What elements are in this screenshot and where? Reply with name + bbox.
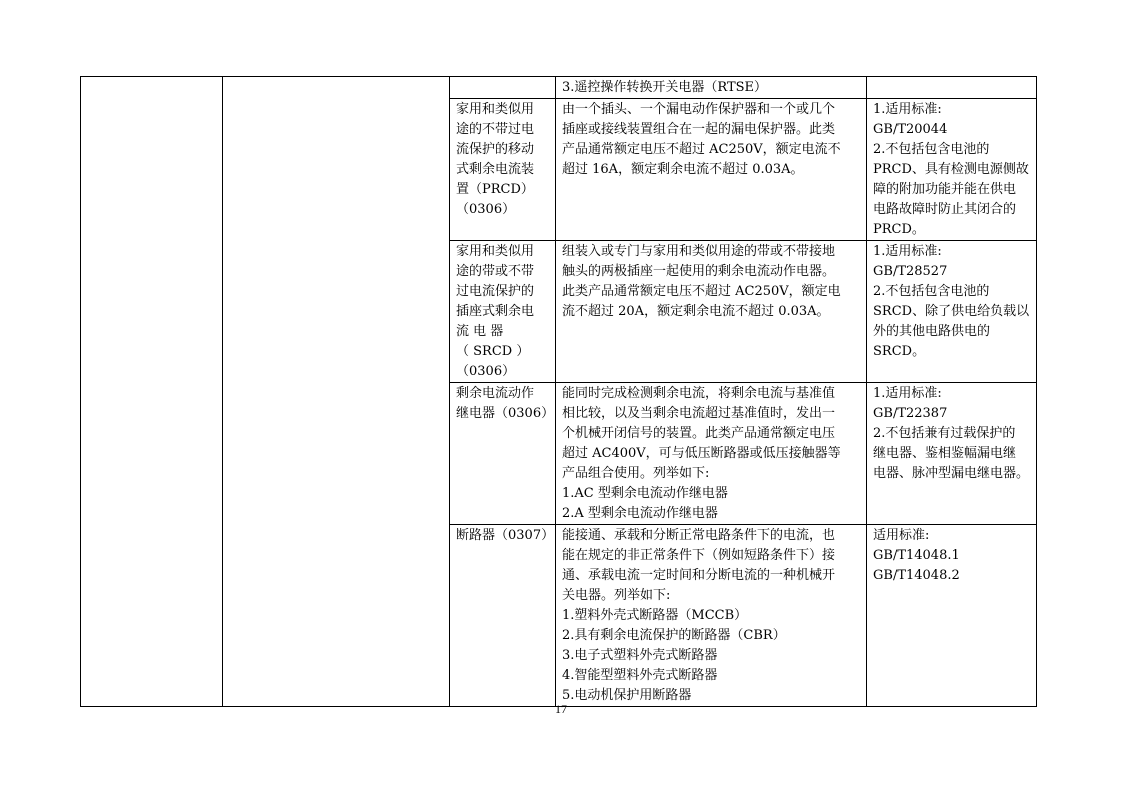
description-line: 能接通、承载和分断正常电路条件下的电流，也: [562, 528, 836, 543]
description-line: 流不超过 20A，额定剩余电流不超过 0.03A。: [562, 304, 830, 319]
table-row: [81, 77, 1037, 99]
description-line: 超过 16A，额定剩余电流不超过 0.03A。: [562, 162, 804, 177]
description-line: 触头的两极插座一起使用的剩余电流动作电器。: [562, 264, 836, 279]
description-line: 能同时完成检测剩余电流，将剩余电流与基准值: [562, 386, 836, 401]
standard-line: SRCD、除了供电给负载以: [873, 304, 1030, 319]
product-name-line: 继电器（0306）: [456, 406, 555, 421]
description-line: 通、承载电流一定时间和分断电流的一种机械开: [562, 568, 836, 583]
product-name-line: 断路器（0307）: [456, 528, 555, 543]
description-line: 由一个插头、一个漏电动作保护器和一个或几个: [562, 102, 836, 117]
page-number: 17: [555, 702, 567, 716]
product-name-line: 途的带或不带: [456, 264, 535, 279]
standard-line: GB/T28527: [873, 264, 948, 279]
product-name-line: 过电流保护的: [456, 284, 535, 299]
description-line: 3.遥控操作转换开关电器（RTSE）: [562, 80, 768, 95]
standards-cell: [867, 99, 1037, 241]
standard-line: PRCD、具有检测电源侧故: [873, 162, 1029, 177]
description-line: 3.电子式塑料外壳式断路器: [562, 648, 718, 663]
category-cell: [81, 77, 223, 707]
product-name-cell: [450, 383, 556, 525]
product-name-line: 途的不带过电: [456, 122, 535, 137]
product-name-line: （0306）: [456, 364, 516, 379]
standard-line: 2.不包括兼有过载保护的: [873, 426, 1016, 441]
standard-line: 1.适用标准:: [873, 244, 942, 259]
product-name-line: 剩余电流动作: [456, 386, 535, 401]
product-name-line: 流 电 器: [456, 324, 504, 339]
standard-line: 电路故障时防止其闭合的: [873, 202, 1017, 217]
standard-line: GB/T14048.1: [873, 548, 960, 563]
description-line: 2.具有剩余电流保护的断路器（CBR）: [562, 628, 786, 643]
description-cell: [556, 77, 867, 99]
standard-line: 2.不包括包含电池的: [873, 284, 990, 299]
description-line: 2.A 型剩余电流动作继电器: [562, 506, 718, 521]
subcategory-cell: [223, 77, 450, 707]
description-line: 此类产品通常额定电压不超过 AC250V，额定电: [562, 284, 841, 299]
standard-line: 障的附加功能并能在供电: [873, 182, 1017, 197]
standards-cell: [867, 241, 1037, 383]
description-line: 能在规定的非正常条件下（例如短路条件下）接: [562, 548, 836, 563]
product-catalog-table: [80, 76, 1037, 707]
description-line: 1.AC 型剩余电流动作继电器: [562, 486, 728, 501]
description-line: 相比较，以及当剩余电流超过基准值时，发出一: [562, 406, 836, 421]
description-cell: [556, 525, 867, 707]
standard-line: 电器、脉冲型漏电继电器。: [873, 466, 1030, 481]
product-name-line: 流保护的移动: [456, 142, 535, 157]
standard-line: PRCD。: [873, 222, 925, 237]
product-name-cell: [450, 99, 556, 241]
standards-cell: [867, 383, 1037, 525]
standard-line: SRCD。: [873, 344, 926, 359]
description-line: 1.塑料外壳式断路器（MCCB）: [562, 608, 748, 623]
description-line: 插座或接线装置组合在一起的漏电保护器。此类: [562, 122, 836, 137]
description-line: 5.电动机保护用断路器: [562, 688, 692, 703]
standard-line: GB/T20044: [873, 122, 948, 137]
standard-line: 继电器、鉴相鉴幅漏电继: [873, 446, 1017, 461]
standards-cell: [867, 525, 1037, 707]
product-name-line: 置（PRCD）: [456, 182, 534, 197]
description-line: 个机械开闭信号的装置。此类产品通常额定电压: [562, 426, 836, 441]
standard-line: GB/T22387: [873, 406, 948, 421]
standard-line: 1.适用标准:: [873, 102, 942, 117]
description-line: 超过 AC400V，可与低压断路器或低压接触器等: [562, 446, 841, 461]
product-name-cell: [450, 525, 556, 707]
product-name-line: 家用和类似用: [456, 102, 535, 117]
description-line: 4.智能型塑料外壳式断路器: [562, 668, 718, 683]
product-name-line: 家用和类似用: [456, 244, 535, 259]
description-cell: [556, 241, 867, 383]
description-cell: [556, 99, 867, 241]
product-name-line: （0306）: [456, 202, 516, 217]
standard-line: 1.适用标准:: [873, 386, 942, 401]
product-name-line: 式剩余电流装: [456, 162, 535, 177]
product-name-cell: [450, 77, 556, 99]
standards-cell: [867, 77, 1037, 99]
description-cell: [556, 383, 867, 525]
standard-line: 适用标准:: [873, 528, 930, 543]
standard-line: GB/T14048.2: [873, 568, 960, 583]
description-line: 产品组合使用。列举如下:: [562, 466, 710, 481]
standard-line: 2.不包括包含电池的: [873, 142, 990, 157]
product-name-line: 插座式剩余电: [456, 304, 535, 319]
standard-line: 外的其他电路供电的: [873, 324, 991, 339]
description-line: 产品通常额定电压不超过 AC250V，额定电流不: [562, 142, 841, 157]
product-name-line: （ SRCD ）: [456, 344, 530, 359]
description-line: 组装入或专门与家用和类似用途的带或不带接地: [562, 244, 836, 259]
description-line: 关电器。列举如下:: [562, 588, 671, 603]
product-name-cell: [450, 241, 556, 383]
